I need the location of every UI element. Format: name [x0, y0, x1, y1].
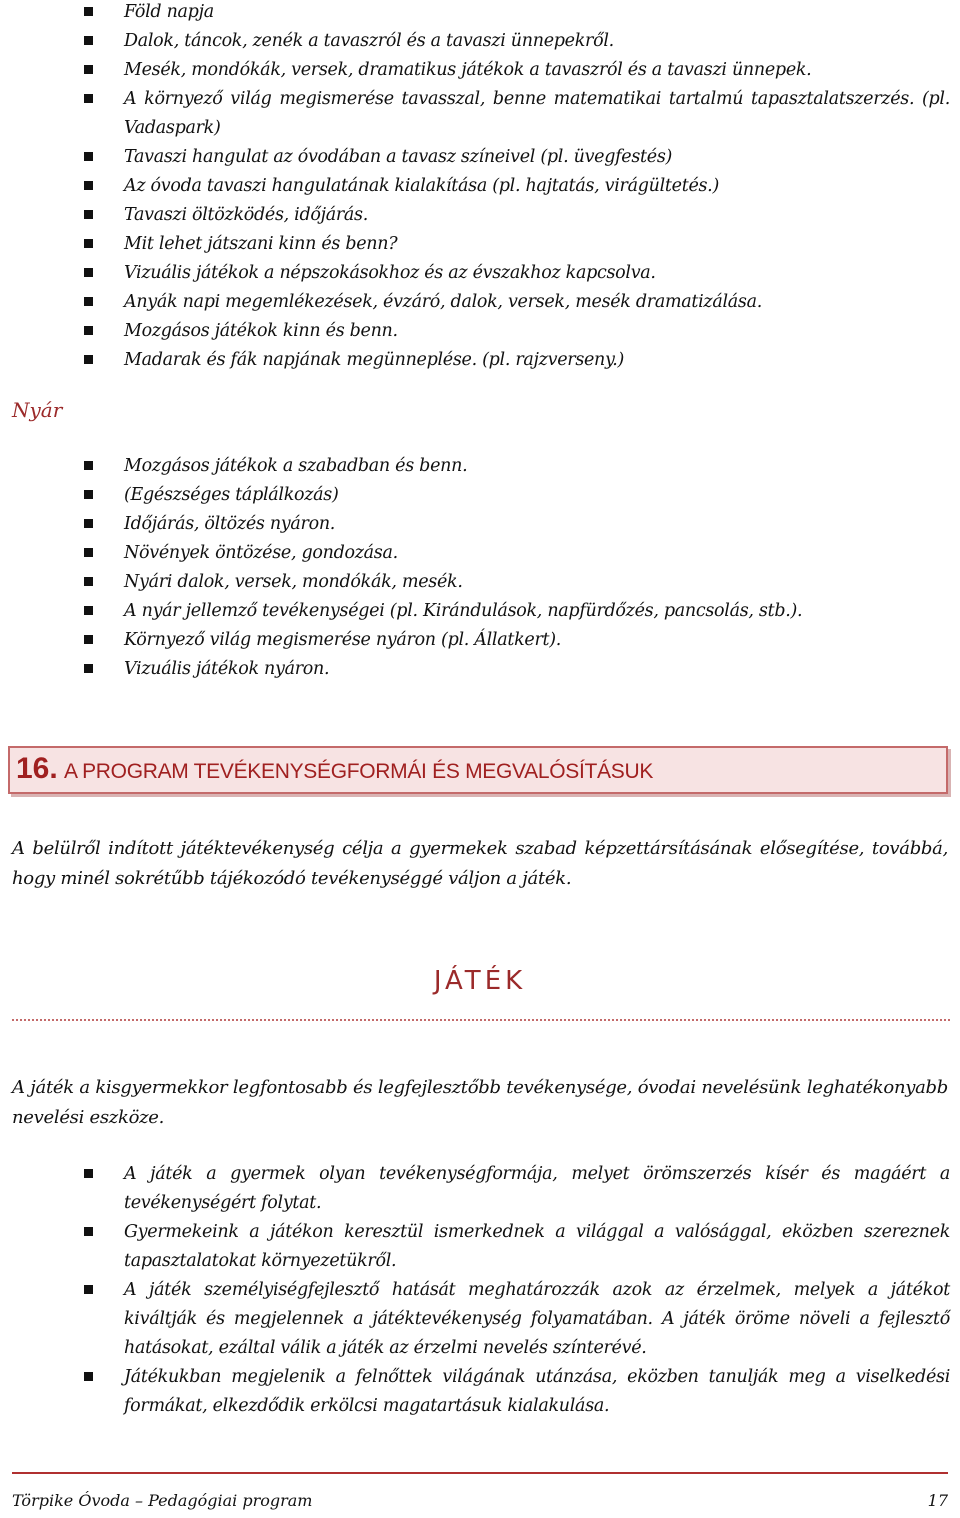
list-item: Vizuális játékok nyáron.: [84, 655, 950, 684]
list-item: Anyák napi megemlékezések, évzáró, dalok, versek, mesék dramatizálása.: [84, 288, 950, 317]
list-item: Madarak és fák napjának megünneplése. (pl. rajzverseny.): [84, 346, 950, 375]
intro-paragraph: A belülről indított játéktevékenység célja a gyermekek szabad képzettársításának elősegítése, továbbá, hogy minél sokrétűbb tájékozódó tevékenységgé váljon a játék.: [12, 838, 948, 889]
list-item: Környező világ megismerése nyáron (pl. Állatkert).: [84, 626, 950, 655]
spring-activities-list: [84, 0, 950, 375]
list-item: Mozgásos játékok a szabadban és benn.: [84, 452, 950, 481]
list-item: Vizuális játékok a népszokásokhoz és az évszakhoz kapcsolva.: [84, 259, 950, 288]
list-item: Játékukban megjelenik a felnőttek világának utánzása, eközben tanulják meg a viselkedési formákat, elkezdődik erkölcsi magatartásuk kialakulása.: [84, 1363, 950, 1421]
list-item: Időjárás, öltözés nyáron.: [84, 510, 950, 539]
section-title: A PROGRAM TEVÉKENYSÉGFORMÁI ÉS MEGVALÓSÍTÁSUK: [64, 760, 654, 783]
section-heading: [8, 746, 948, 794]
list-item: Az óvoda tavaszi hangulatának kialakítása (pl. hajtatás, virágültetés.): [84, 172, 950, 201]
list-item: A játék személyiségfejlesztő hatását meghatározzák azok az érzelmek, melyek a játékot kiváltják és megjelennek a játéktevékenység folyamatában. A játék öröme növeli a fejlesztő hatásokat, ezáltal válik a játék az érzelmi nevelés színterévé.: [84, 1276, 950, 1363]
list-item: Mesék, mondókák, versek, dramatikus játékok a tavaszról és a tavaszi ünnepek.: [84, 56, 950, 85]
list-item: Mozgásos játékok kinn és benn.: [84, 317, 950, 346]
season-label-summer: Nyár: [12, 398, 63, 422]
list-item: Mit lehet játszani kinn és benn?: [84, 230, 950, 259]
list-item: Gyermekeink a játékon keresztül ismerkednek a világgal a valósággal, eközben szereznek tapasztalatokat környezetükről.: [84, 1218, 950, 1276]
summer-activities-list: [84, 452, 950, 684]
list-item: Föld napja: [84, 0, 950, 27]
list-item: Tavaszi öltözködés, időjárás.: [84, 201, 950, 230]
list-item: Tavaszi hangulat az óvodában a tavasz színeivel (pl. üvegfestés): [84, 143, 950, 172]
list-item: Dalok, táncok, zenék a tavaszról és a tavaszi ünnepekről.: [84, 27, 950, 56]
list-item: Növények öntözése, gondozása.: [84, 539, 950, 568]
list-item: Nyári dalok, versek, mondókák, mesék.: [84, 568, 950, 597]
list-item: A játék a gyermek olyan tevékenységformája, melyet örömszerzés kísér és magáért a tevékenységért folytat.: [84, 1160, 950, 1218]
subheading-jatek: JÁTÉK: [433, 966, 527, 996]
footer-divider: [12, 1472, 948, 1474]
game-paragraph: A játék a kisgyermekkor legfontosabb és legfejlesztőbb tevékenysége, óvodai nevelésünk leghatékonyabb nevelési eszköze.: [12, 1077, 948, 1128]
list-item: A környező világ megismerése tavasszal, benne matematikai tartalmú tapasztalatszerzés. (pl. Vadaspark): [84, 85, 950, 143]
list-item: (Egészséges táplálkozás): [84, 481, 950, 510]
section-number: 16.: [16, 752, 58, 785]
dotted-divider: [12, 1019, 950, 1021]
list-item: A nyár jellemző tevékenységei (pl. Kirándulások, napfürdőzés, pancsolás, stb.).: [84, 597, 950, 626]
footer-title: Törpike Óvoda – Pedagógiai program: [12, 1491, 313, 1510]
page-number: 17: [927, 1491, 948, 1510]
game-items-list: [84, 1160, 950, 1421]
